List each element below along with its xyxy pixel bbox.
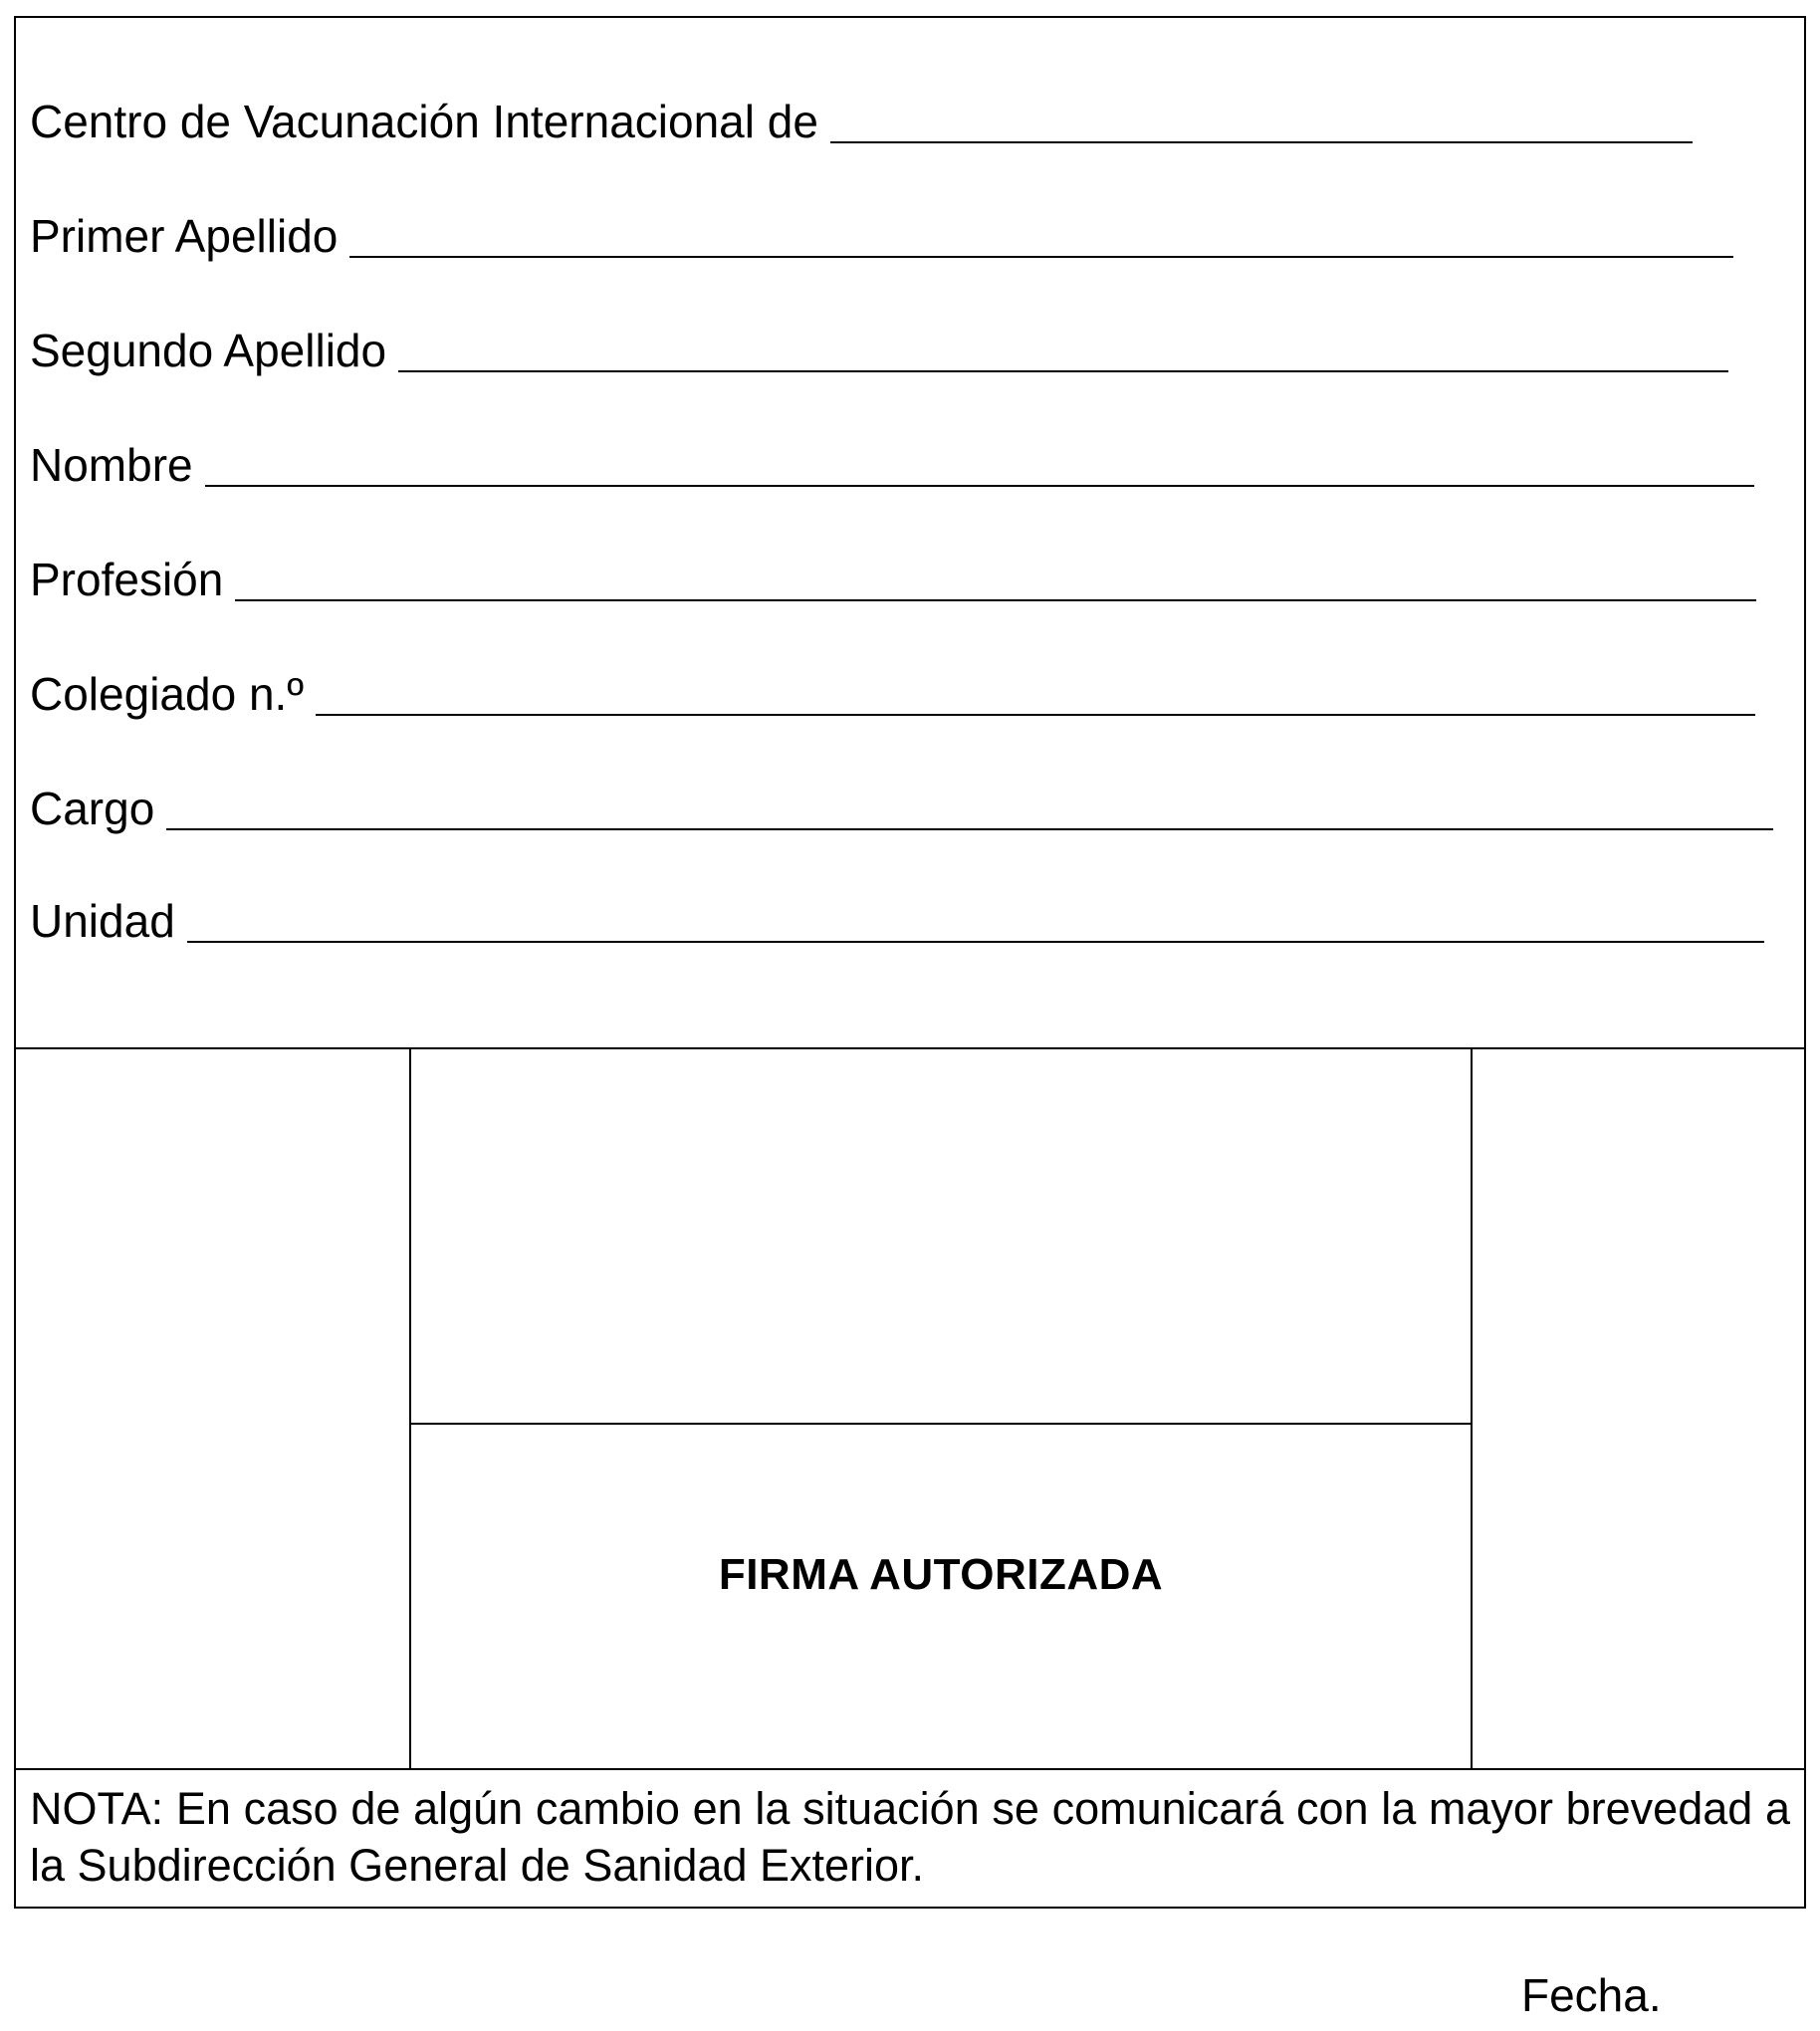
signature-left-cell (16, 1049, 411, 1768)
field-colegiado (30, 666, 1755, 726)
field-input-unidad[interactable] (187, 899, 1764, 943)
field-label-primer-apellido: Primer Apellido (30, 210, 339, 262)
signature-right-cell (1471, 1049, 1804, 1768)
field-input-centro-vacunacion[interactable] (830, 100, 1693, 143)
field-input-cargo[interactable] (166, 787, 1773, 830)
field-label-centro-vacunacion: Centro de Vacunación Internacional de (30, 96, 818, 147)
field-nombre (30, 437, 1754, 497)
field-label-unidad: Unidad (30, 895, 175, 947)
field-input-nombre[interactable] (205, 443, 1754, 487)
field-input-primer-apellido[interactable] (349, 214, 1733, 258)
note-section (16, 1770, 1804, 1907)
field-input-segundo-apellido[interactable] (398, 329, 1728, 372)
signature-section (16, 1049, 1804, 1770)
field-unidad (30, 893, 1764, 953)
signature-label: FIRMA AUTORIZADA (718, 1549, 1164, 1599)
field-segundo-apellido (30, 323, 1728, 382)
field-centro-vacunacion (30, 94, 1693, 153)
field-profesion (30, 552, 1756, 611)
signature-center-cell (411, 1049, 1471, 1768)
note-text: NOTA: En caso de algún cambio en la situación se comunicará con la mayor brevedad a la Subdirección General de Sanidad Exterior. (30, 1783, 1790, 1891)
field-primer-apellido (30, 208, 1733, 268)
field-input-profesion[interactable] (235, 558, 1756, 601)
field-label-cargo: Cargo (30, 783, 155, 834)
field-input-colegiado[interactable] (316, 672, 1755, 716)
fields-section (16, 18, 1804, 1049)
field-label-nombre: Nombre (30, 439, 193, 491)
stamp-box[interactable] (411, 1049, 1471, 1425)
signature-box[interactable] (411, 1425, 1471, 1768)
vaccination-center-form (14, 16, 1806, 1909)
field-label-segundo-apellido: Segundo Apellido (30, 325, 387, 376)
field-label-colegiado: Colegiado n.º (30, 668, 305, 720)
field-label-profesion: Profesión (30, 554, 224, 605)
fecha-label: Fecha. (1521, 1969, 1662, 2021)
field-cargo (30, 781, 1773, 840)
